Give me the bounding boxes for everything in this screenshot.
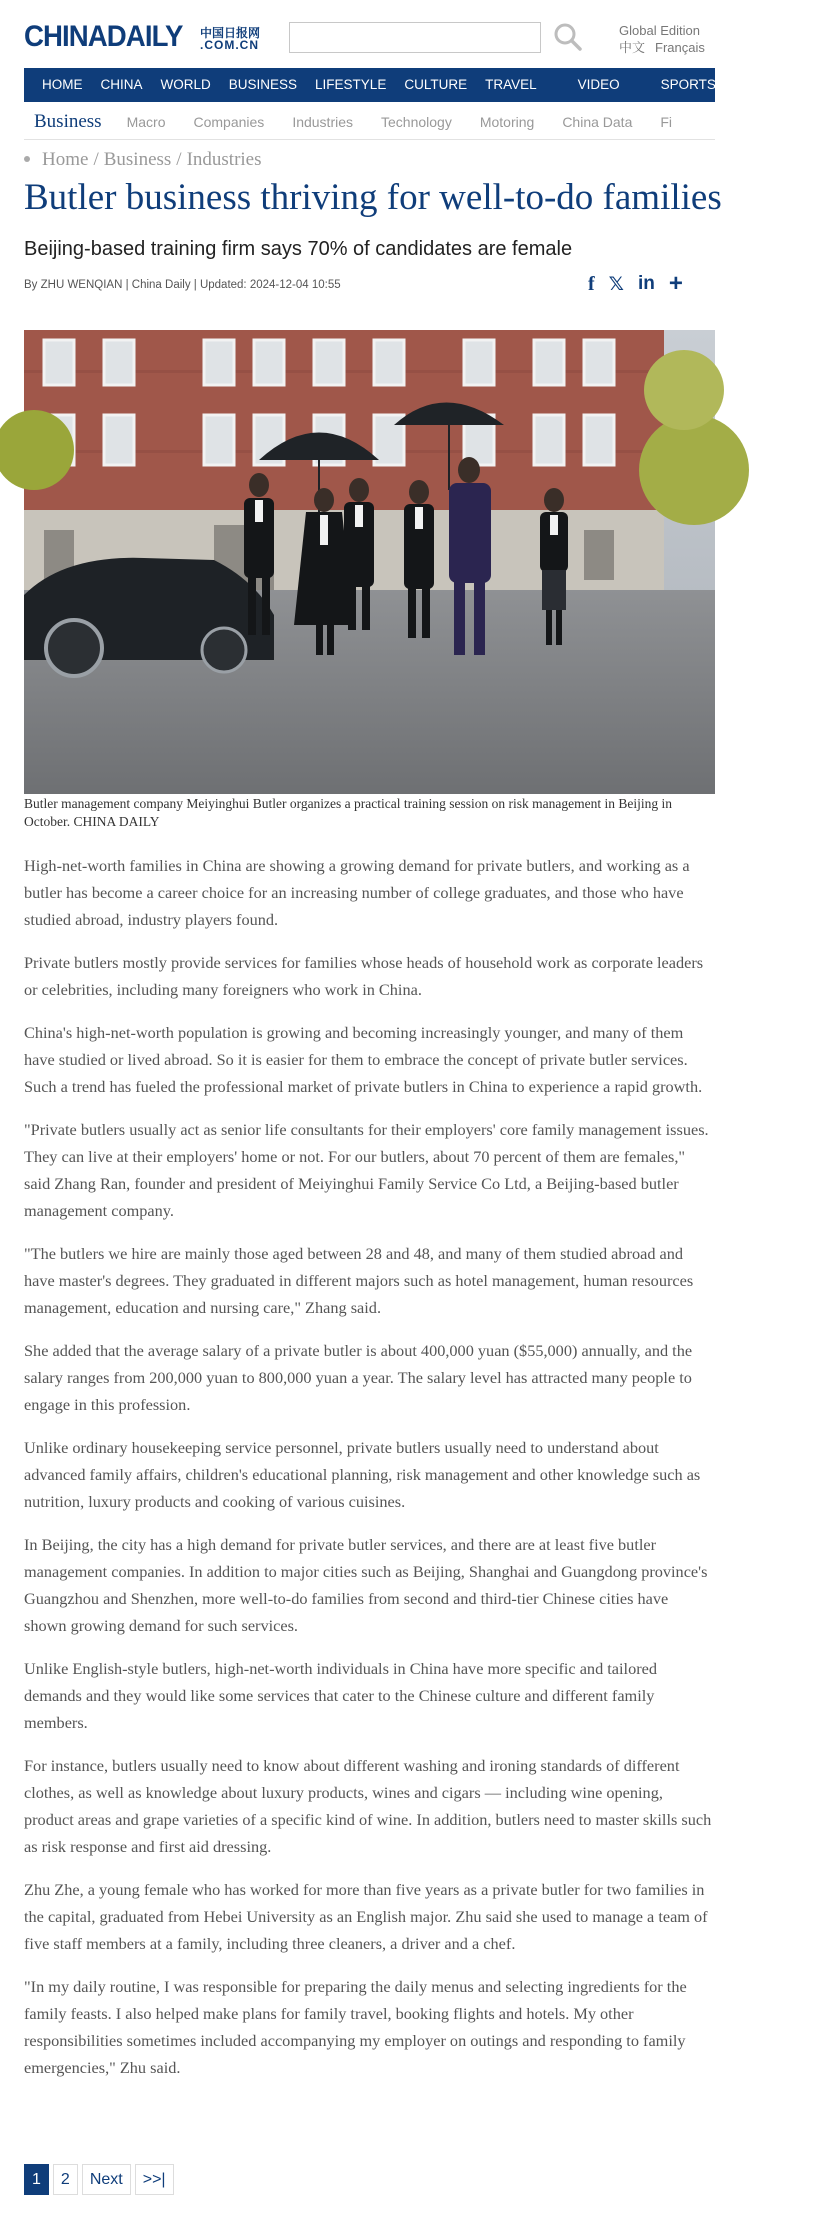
subnav-item-technology[interactable]: Technology xyxy=(381,113,452,130)
article-paragraph: "Private butlers usually act as senior life consultants for their employers' core family management issues. They can live at their employers' home or not. For our butlers, about 70 percent of them are females," said Zhang Ran, founder and president of Meiyinghui Family Service Co Ltd, a Beijing-based butler management company. xyxy=(24,1120,709,1220)
main-nav xyxy=(24,68,819,102)
article-byline: By ZHU WENQIAN | China Daily | Updated: 2024-12-04 10:55 xyxy=(24,279,341,291)
article-photo xyxy=(24,330,715,794)
last-page-button[interactable]: >>| xyxy=(135,2164,174,2195)
plus-icon[interactable]: + xyxy=(668,270,683,297)
nav-item-home[interactable]: HOME xyxy=(42,77,83,92)
article-paragraph: She added that the average salary of a private butler is about 400,000 yuan ($55,000) annually, and the salary ranges from 200,000 yuan to 800,000 yuan a year. The salary level has attracted many people to engage in this profession. xyxy=(24,1341,693,1414)
site-header xyxy=(0,0,715,66)
bullet-icon xyxy=(24,156,30,162)
logo-domain-text: .COM.CN xyxy=(200,38,259,52)
article-paragraph: High-net-worth families in China are showing a growing demand for private butlers, and working as a butler has become a career choice for an increasing number of college graduates, and those who have studied abroad, industry players found. xyxy=(24,856,690,929)
article-paragraph: Private butlers mostly provide services for families whose heads of household work as corporate leaders or celebrities, including many foreigners who work in China. xyxy=(24,953,704,999)
section-subnav xyxy=(24,104,715,140)
article-paragraph: "In my daily routine, I was responsible for preparing the daily menus and selecting ingredients for the family feasts. I also helped make plans for family travel, booking flights and hotels. My other responsibilities sometimes included accompanying my employer on outings and responding to family emergencies," Zhu said. xyxy=(24,1977,687,2077)
breadcrumb-home[interactable]: Home xyxy=(42,149,89,170)
global-edition-link[interactable]: Global Edition xyxy=(619,23,700,38)
nav-item-opinion[interactable]: OPINION xyxy=(733,77,791,92)
article-paragraph: Zhu Zhe, a young female who has worked for more than five years as a private butler for two families in the capital, graduated from Hebei University as an English major. Zhu said she used to manage a team of five staff members at a family, including three cleaners, a driver and a chef. xyxy=(24,1880,708,1953)
logo-chinese-text: 中国日报网 xyxy=(200,26,261,40)
nav-item-business[interactable]: BUSINESS xyxy=(228,77,298,92)
nav-item-culture[interactable]: CULTURE xyxy=(404,77,468,92)
search-icon[interactable] xyxy=(553,22,583,52)
breadcrumb-separator: / xyxy=(93,149,99,170)
nav-item-lifestyle[interactable]: LIFESTYLE xyxy=(315,77,387,92)
breadcrumb xyxy=(24,149,262,171)
page-2-button[interactable]: 2 xyxy=(53,2164,78,2195)
photo-illustration xyxy=(24,330,715,794)
linkedin-icon[interactable]: in xyxy=(637,273,655,294)
share-buttons xyxy=(588,270,708,298)
subnav-item-macro[interactable]: Macro xyxy=(126,113,166,130)
next-page-button[interactable]: Next xyxy=(82,2164,131,2195)
french-edition-link[interactable]: Français xyxy=(655,40,705,55)
chinese-edition-link[interactable]: 中文 xyxy=(619,40,646,55)
subnav-item-industries[interactable]: Industries xyxy=(292,113,354,130)
breadcrumb-industries[interactable]: Industries xyxy=(186,149,262,170)
subnav-item-business[interactable]: Business xyxy=(34,110,102,132)
subnav-item-fi[interactable]: Fi xyxy=(660,113,673,130)
nav-item-sports[interactable]: SPORTS xyxy=(660,77,716,92)
pagination xyxy=(24,2164,178,2196)
page-1-button[interactable]: 1 xyxy=(24,2164,49,2195)
nav-item-r[interactable]: R xyxy=(808,77,819,92)
article-paragraph: Unlike ordinary housekeeping service personnel, private butlers usually need to understand about advanced family affairs, children's educational planning, risk management and other knowledge such as nutrition, luxury products and cooking of various cuisines. xyxy=(24,1438,701,1511)
search-input[interactable] xyxy=(289,22,541,53)
x-icon[interactable]: 𝕏 xyxy=(608,273,624,295)
article-paragraph: "The butlers we hire are mainly those aged between 28 and 48, and many of them studied abroad and have master's degrees. They graduated in different majors such as hotel management, human resources management, education and nursing care," Zhang said. xyxy=(24,1244,694,1317)
article-paragraph: Unlike English-style butlers, high-net-worth individuals in China have more specific and tailored demands and they would like some services that cater to the Chinese culture and different family members. xyxy=(24,1659,658,1732)
facebook-icon[interactable]: f xyxy=(588,273,595,295)
edition-links xyxy=(619,22,715,56)
subnav-item-companies[interactable]: Companies xyxy=(193,113,265,130)
article-paragraph: China's high-net-worth population is growing and becoming increasingly younger, and many of them have studied or lived abroad. So it is easier for them to embrace the concept of private butler services. Such a trend has fueled the professional market of private butlers in China to experience a rapid growth. xyxy=(24,1023,703,1096)
photo-caption: Butler management company Meiyinghui Butler organizes a practical training session on risk management in Beijing in October. CHINA DAILY xyxy=(24,796,672,829)
article-paragraph: For instance, butlers usually need to know about different washing and ironing standards of different clothes, as well as knowledge about luxury products, wines and cigars — including wine opening, product areas and grape varieties of a specific kind of wine. In addition, butlers need to master skills such as risk response and first aid dressing. xyxy=(24,1756,712,1856)
subnav-item-china-data[interactable]: China Data xyxy=(562,113,633,130)
article-title: Butler business thriving for well-to-do families xyxy=(24,177,722,218)
nav-item-china[interactable]: CHINA xyxy=(100,77,143,92)
logo-text: CHINADAILY xyxy=(24,20,183,53)
article-paragraph: In Beijing, the city has a high demand for private butler services, and there are at least five butler management companies. In addition to major cities such as Beijing, Shanghai and Guangdong province's Guangzhou and Shenzhen, more well-to-do families from second and third-tier Chinese cities have shown growing demand for such services. xyxy=(24,1535,708,1635)
breadcrumb-business[interactable]: Business xyxy=(103,149,172,170)
nav-item-world[interactable]: WORLD xyxy=(160,77,211,92)
article-body xyxy=(24,852,714,2097)
subnav-item-motoring[interactable]: Motoring xyxy=(479,113,535,130)
breadcrumb-separator: / xyxy=(176,149,182,170)
site-logo[interactable] xyxy=(24,20,261,54)
article-subtitle: Beijing-based training firm says 70% of candidates are female xyxy=(24,238,573,260)
nav-item-video[interactable]: VIDEO xyxy=(577,77,620,92)
nav-item-travel[interactable]: TRAVEL xyxy=(485,77,537,92)
